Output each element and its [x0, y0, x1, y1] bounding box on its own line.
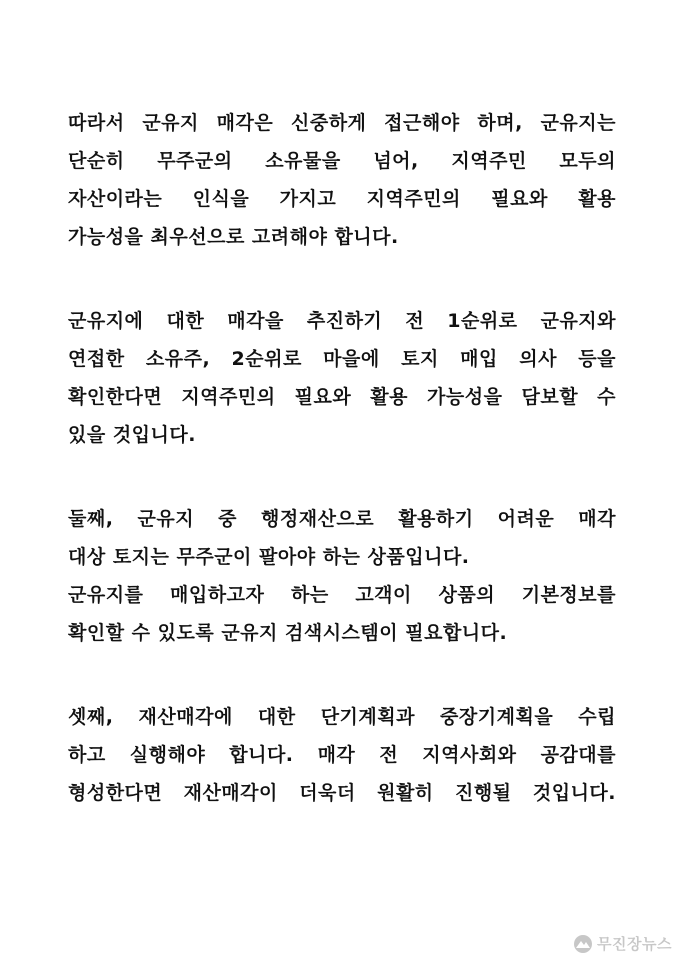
paragraph-2 [68, 302, 616, 454]
text-line: 확인할 수 있도록 군유지 검색시스템이 필요합니다. [68, 622, 508, 644]
text-line: 연접한 소유주, 2순위로 마을에 토지 매입 의사 등을 [68, 348, 616, 370]
text-line: 군유지에 대한 매각을 추진하기 전 1순위로 군유지와 [68, 310, 616, 332]
text-line: 있을 것입니다. [68, 424, 196, 446]
paragraph-3 [68, 500, 616, 652]
text-line: 자산이라는 인식을 가지고 지역주민의 필요와 활용 [68, 188, 616, 210]
text-line: 가능성을 최우선으로 고려해야 합니다. [68, 226, 399, 248]
paragraph-1 [68, 104, 616, 256]
mountain-logo-icon [573, 934, 593, 954]
text-line: 대상 토지는 무주군이 팔아야 하는 상품입니다. [68, 546, 470, 568]
text-line: 둘째, 군유지 중 행정재산으로 활용하기 어려운 매각 [68, 508, 616, 530]
text-line: 확인한다면 지역주민의 필요와 활용 가능성을 담보할 수 [68, 386, 616, 408]
text-line: 군유지를 매입하고자 하는 고객이 상품의 기본정보를 [68, 584, 616, 606]
paragraph-4 [68, 698, 616, 812]
text-line: 따라서 군유지 매각은 신중하게 접근해야 하며, 군유지는 [68, 112, 616, 134]
text-line: 형성한다면 재산매각이 더욱더 원활히 진행될 것입니다. [68, 782, 616, 804]
watermark-text: 무진장뉴스 [597, 935, 672, 953]
news-watermark [573, 933, 672, 954]
text-line: 단순히 무주군의 소유물을 넘어, 지역주민 모두의 [68, 150, 616, 172]
text-line: 셋째, 재산매각에 대한 단기계획과 중장기계획을 수립 [68, 706, 616, 728]
document-body [68, 104, 616, 858]
text-line: 하고 실행해야 합니다. 매각 전 지역사회와 공감대를 [68, 744, 616, 766]
